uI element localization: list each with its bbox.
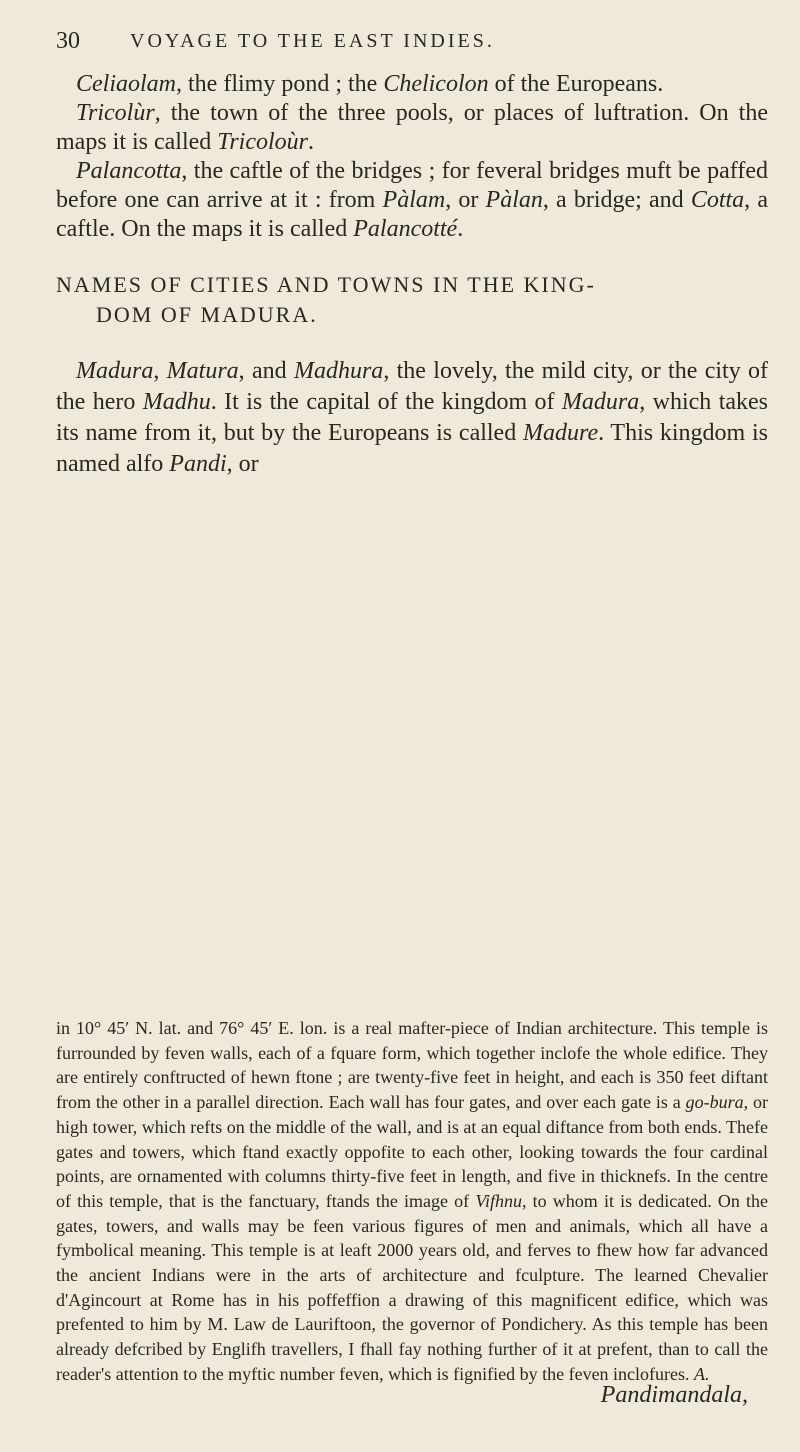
term: go-bura [685,1092,744,1113]
text: , the town of the three pools, or places of luftration. On the maps it is called [56,100,768,155]
term: Madura [561,389,640,415]
term: Pàlam [382,187,446,213]
section-heading-line1: NAMES OF CITIES AND TOWNS IN THE KING- [56,272,596,297]
running-title: VOYAGE TO THE EAST INDIES. [130,30,495,52]
text: , which takes its name from it, but by the Europeans is called [56,389,769,446]
text: in 10° 45′ N. lat. and 76° 45′ E. lon. is a real mafter-piece of Indian architecture. This temple is furrounded by feven walls, each of a fquare form, which together inclofe the whole edifice. They are entirely conftructed of hewn ftone ; are twenty-five feet in height, and each is 350 feet diftant from the other in a parallel direction. Each wall has four gates, and over each gate is a [56,1018,768,1113]
entry-palancotta [56,157,768,244]
text: , the lovely, the mild city, or the city of the hero [56,358,769,415]
text: , to whom it is dedicated. On the gates, towers, and walls may be feen various figures of men and animals, which all have a fymbolical meaning. This temple is at leaft 2000 years old, and ferves to fhew how far advanced the ancient Indians were in the arts of architecture and fculpture. The learned Chevalier d'Agincourt at Rome has in his poffeffion a drawing of this magnificent edifice, which was prefented to him by M. Law de Lauriftoon, the governor of Pondichery. As this temple has been already defcribed by Englifh travellers, I fhall fay nothing further of it at prefent, than to call the reader's attention to the myftic number feven, which is fignified by the feven inclofures. [56,1190,768,1384]
text: , [153,358,167,384]
entry-tricolur [56,99,768,157]
madura-paragraph [56,356,768,480]
text: of the Europeans. [488,71,664,97]
text: , a caftle. On the maps it is called [56,187,768,242]
term: Celiaolam [76,71,176,97]
text: . This kingdom is named alfo [56,420,769,477]
term: Madhura [293,358,384,384]
term: Madhu [142,389,211,415]
term: Chelicolon [383,71,489,97]
text: , and [238,358,294,384]
term: Tricolùr [76,100,155,126]
footnote [56,1016,768,1387]
text: , or [226,451,259,477]
footnote-text [56,1016,768,1387]
term: Pandi [169,451,227,477]
term: Madure [523,420,599,446]
running-head [40,28,760,64]
page-number: 30 [56,28,80,54]
section-heading [56,270,768,330]
text: , or [445,187,486,213]
text: . It is the capital of the kingdom of [210,389,562,415]
term: Cotta [690,187,745,213]
term: Madura [76,358,154,384]
footnote-signature: A. [694,1363,710,1384]
section-heading-line2: DOM OF MADURA. [96,302,318,327]
term: Palancotta [76,158,182,184]
text: . [308,129,314,155]
text: , or high tower, which refts on the middle of the wall, and is at an equal diftance from both ends. Thefe gates and towers, which ftand exactly oppofite to each other, looking towards the four cardinal points, are ornamented with columns thirty-five feet in length, and five in thicknefs. In the centre of this temple, that is the fanctuary, ftands the image of [56,1092,768,1211]
main-text [56,70,768,480]
term: Palancotté [353,216,458,242]
text: , the caftle of the bridges ; for feveral bridges muft be paffed before one can arrive at it : from [56,158,768,213]
term: Vifhnu [475,1190,522,1211]
entry-celiaolam [56,70,768,99]
term: Pàlan [485,187,543,213]
term: Matura [166,358,239,384]
text: . [457,216,464,242]
text: , the flimy pond ; the [176,71,384,97]
catchword: Pandimandala, [600,1382,748,1408]
term: Tricoloùr [217,129,308,155]
text: , a bridge; and [542,187,691,213]
